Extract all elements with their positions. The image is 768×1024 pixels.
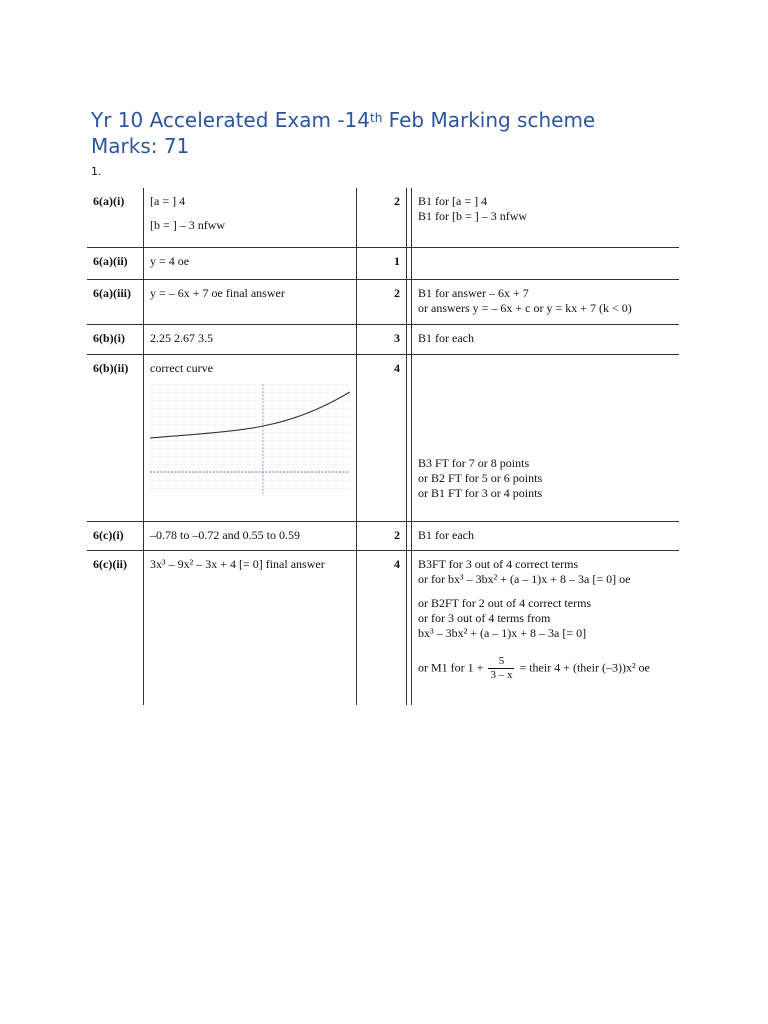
curve-graph xyxy=(150,384,350,494)
notes-cell xyxy=(412,550,680,705)
note-line: or answers y = – 6x + c or y = kx + 7 (k < 0) xyxy=(418,300,632,315)
part-label: 6(a)(i) xyxy=(87,188,144,247)
note-line: or for bx³ – 3bx² + (a – 1)x + 8 – 3a [= 0] oe xyxy=(418,571,631,586)
table-row xyxy=(87,247,679,279)
part-label: 6(c)(i) xyxy=(87,521,144,550)
note-line: B1 for [b = ] – 3 nfww xyxy=(418,209,528,223)
table-row xyxy=(87,354,679,521)
fraction: $\frac{5}{3 - x}$ xyxy=(490,654,513,681)
note-line: bx³ – 3bx² + (a – 1)x + 8 – 3a [= 0] xyxy=(418,625,587,640)
note-line: or for 3 out of 4 terms from xyxy=(418,610,551,625)
mark-cell: 4 xyxy=(357,550,407,705)
notes-cell: B1 for each xyxy=(412,521,680,550)
note-line: or B1 FT for 3 or 4 points xyxy=(418,485,543,500)
mark-cell: 2 xyxy=(357,521,407,550)
part-label: 6(a)(iii) xyxy=(87,279,144,324)
note-line: or B2 FT for 5 or 6 points xyxy=(418,470,543,485)
table-row xyxy=(87,279,679,324)
answer-line: correct curve xyxy=(150,360,213,375)
table-row xyxy=(87,550,679,705)
page-title: Yr 10 Accelerated Exam -14th Feb Marking scheme xyxy=(91,108,596,132)
answer-cell xyxy=(144,188,357,247)
note-line: B3 FT for 7 or 8 points xyxy=(418,455,530,470)
note-line: or B2FT for 2 out of 4 correct terms xyxy=(418,595,592,610)
answer-cell: –0.78 to –0.72 and 0.55 to 0.59 xyxy=(144,521,357,550)
mark-cell: 2 xyxy=(357,188,407,247)
marking-scheme-table xyxy=(87,188,679,705)
answer-cell: y = 4 oe xyxy=(144,247,357,279)
part-label: 6(b)(i) xyxy=(87,324,144,354)
total-marks: Marks: 71 xyxy=(91,134,190,158)
note-line: B1 for [a = ] 4 xyxy=(418,194,488,208)
table-row xyxy=(87,521,679,550)
mark-cell: 2 xyxy=(357,279,407,324)
answer-cell xyxy=(144,354,357,521)
notes-cell xyxy=(412,247,680,279)
note-line: B3FT for 3 out of 4 correct terms xyxy=(418,556,579,571)
answer-cell: 2.25 2.67 3.5 xyxy=(144,324,357,354)
mark-cell: 4 xyxy=(357,354,407,521)
table-row xyxy=(87,324,679,354)
answer-line: [b = ] – 3 nfww xyxy=(150,218,226,232)
note-line-m1: or M1 for 1 + $\frac{5}{3 - x}$ = their 4 + (their (–3))x² oe xyxy=(418,654,650,681)
table-row xyxy=(87,188,679,247)
mark-cell: 1 xyxy=(357,247,407,279)
answer-cell: 3x³ – 9x² – 3x + 4 [= 0] final answer xyxy=(144,550,357,705)
answer-line: [a = ] 4 xyxy=(150,194,186,208)
mark-cell: 3 xyxy=(357,324,407,354)
part-label: 6(b)(ii) xyxy=(87,354,144,521)
notes-cell: B1 for each xyxy=(412,324,680,354)
question-number: 1. xyxy=(91,165,102,178)
notes-cell xyxy=(412,279,680,324)
answer-cell: y = – 6x + 7 oe final answer xyxy=(144,279,357,324)
part-label: 6(a)(ii) xyxy=(87,247,144,279)
notes-cell xyxy=(412,354,680,521)
part-label: 6(c)(ii) xyxy=(87,550,144,705)
notes-cell xyxy=(412,188,680,247)
note-line: B1 for answer – 6x + 7 xyxy=(418,285,529,300)
